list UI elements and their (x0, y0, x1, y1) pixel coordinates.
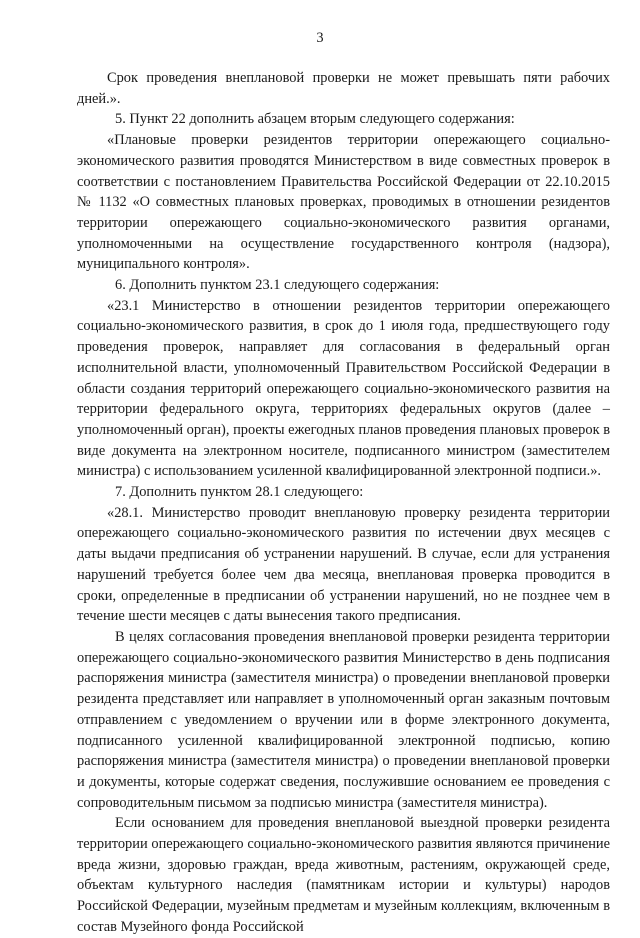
paragraph-item-5: 5. Пункт 22 дополнить абзацем вторым следующего содержания: (115, 111, 515, 128)
paragraph-item-6: 6. Дополнить пунктом 23.1 следующего содержания: (115, 277, 440, 294)
paragraph-planned-inspections: «Плановые проверки резидентов территории опережающего социально-экономического развития проводятся Министерством в виде совместных проверок в соответствии с постановлением Правительства Российской Федерации от 22.10.2015 № 1132 «О совместных плановых проверках, проводимых в отношении резидентов территории опережающего социально-экономического развития органами, уполномоченными на осуществление государственного контроля (надзора), муниципального контроля». (77, 132, 610, 273)
page-number: 3 (316, 30, 324, 46)
paragraph-grounds-for-inspection: Если основанием для проведения внеплановой выездной проверки резидента территории опережающего социально-экономического развития являются причинение вреда жизни, здоровью граждан, вреда животным, растениям, окружающей среде, объектам культурного наследия (памятникам истории и культуры) народов Российской Федерации, музейным предметам и музейным коллекциям, включенным в состав Музейного фонда Российской (77, 815, 610, 935)
document-body (77, 68, 610, 938)
paragraph-clause-28-1: «28.1. Министерство проводит внеплановую проверку резидента территории опережающего социально-экономического развития по истечении двух месяцев с даты выдачи предписания об устранении нарушений. В случае, если для устранения нарушений требуется более чем два месяца, внеплановая проверка проводится в сроки, определенные в предписании об устранении нарушений, но не позднее чем в течение шести месяцев с даты вынесения такого предписания. (77, 504, 610, 625)
paragraph-inspection-duration: Срок проведения внеплановой проверки не может превышать пяти рабочих дней.». (77, 70, 610, 107)
paragraph-approval-procedure: В целях согласования проведения внеплановой проверки резидента территории опережающего социально-экономического развития Министерство в день подписания распоряжения министра (заместителя министра) о проведении внеплановой проверки резидента представляет или направляет в уполномоченный орган заказным почтовым отправлением с уведомлением о вручении или в форме электронного документа, подписанного усиленной квалифицированной электронной подписью, копию распоряжения министра (заместителя министра) о проведении внеплановой проверки и документы, которые содержат сведения, послужившие основанием ее проведения с сопроводительным письмом за подписью министра (заместителя министра). (77, 628, 610, 811)
paragraph-clause-23-1: «23.1 Министерство в отношении резидентов территории опережающего социально-экономического развития, в срок до 1 июля года, предшествующего году проведения проверок, направляет для согласования в федеральный орган исполнительной власти, уполномоченный Правительством Российской Федерации в области создания территорий опережающего социально-экономического развития на территории федерального округа, территориях федеральных округов (далее – уполномоченный орган), проекты ежегодных планов проведения плановых проверок в виде документа на электронном носителе, подписанного министром (заместителем министра) с использованием усиленной квалифицированной электронной подписи.». (77, 297, 610, 480)
paragraph-item-7: 7. Дополнить пунктом 28.1 следующего: (115, 484, 364, 501)
